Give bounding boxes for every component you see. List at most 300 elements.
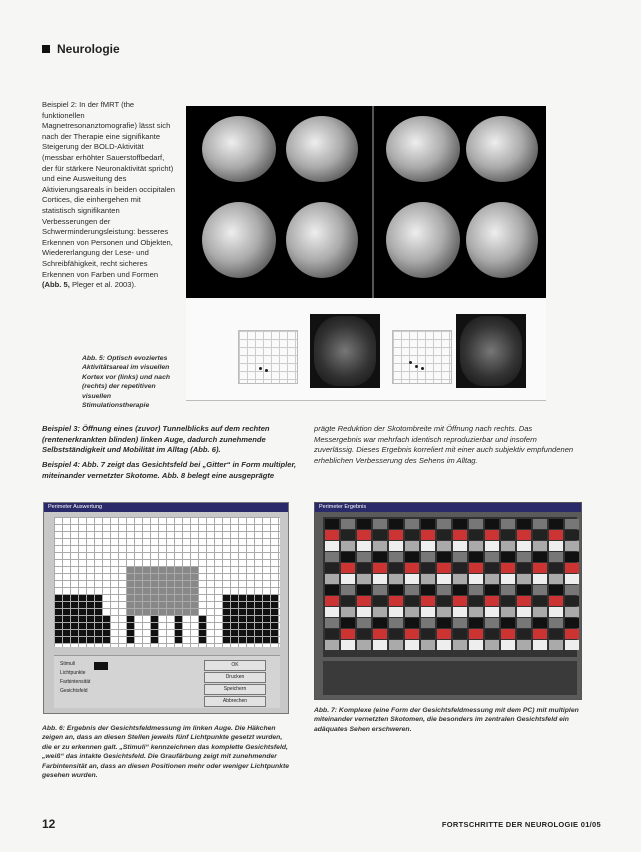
grid-cell bbox=[231, 574, 238, 580]
grid-cell bbox=[175, 637, 182, 643]
beispiel-3-paragraph bbox=[42, 424, 298, 456]
grid-cell bbox=[231, 588, 238, 594]
grid-cell bbox=[215, 581, 222, 587]
grid-cell bbox=[263, 553, 270, 559]
grid-cell bbox=[271, 532, 278, 538]
window-title: Perimeter Auswertung bbox=[44, 503, 288, 512]
grid-cell bbox=[111, 595, 118, 601]
grid-cell bbox=[231, 609, 238, 615]
grid-cell bbox=[405, 519, 419, 529]
grid-cell bbox=[223, 581, 230, 587]
grid-cell bbox=[63, 525, 70, 531]
grid-cell bbox=[255, 567, 262, 573]
grid-cell bbox=[167, 553, 174, 559]
save-button[interactable]: Speichern bbox=[204, 684, 266, 695]
grid-cell bbox=[167, 574, 174, 580]
grid-cell bbox=[103, 560, 110, 566]
grid-cell bbox=[231, 637, 238, 643]
grid-cell bbox=[469, 574, 483, 584]
grid-cell bbox=[255, 525, 262, 531]
mri-slice bbox=[456, 314, 526, 388]
grid-cell bbox=[263, 560, 270, 566]
grid-cell bbox=[247, 546, 254, 552]
grid-cell bbox=[143, 623, 150, 629]
grid-cell bbox=[549, 563, 563, 573]
figure-divider bbox=[372, 106, 374, 298]
grid-cell bbox=[239, 588, 246, 594]
grid-cell bbox=[373, 596, 387, 606]
grid-cell bbox=[191, 574, 198, 580]
grid-cell bbox=[71, 588, 78, 594]
grid-cell bbox=[127, 581, 134, 587]
grid-cell bbox=[71, 567, 78, 573]
grid-cell bbox=[223, 525, 230, 531]
grid-cell bbox=[175, 539, 182, 545]
grid-cell bbox=[87, 637, 94, 643]
grid-cell bbox=[151, 623, 158, 629]
grid-cell bbox=[143, 525, 150, 531]
grid-cell bbox=[247, 518, 254, 524]
print-button[interactable]: Drucken bbox=[204, 672, 266, 683]
grid-cell bbox=[55, 532, 62, 538]
grid-cell bbox=[517, 618, 531, 628]
grid-cell bbox=[255, 595, 262, 601]
grid-cell bbox=[239, 560, 246, 566]
grid-cell bbox=[517, 574, 531, 584]
grid-cell bbox=[143, 539, 150, 545]
grid-cell bbox=[71, 539, 78, 545]
grid-cell bbox=[357, 552, 371, 562]
grid-cell bbox=[389, 530, 403, 540]
grid-cell bbox=[63, 609, 70, 615]
grid-cell bbox=[167, 518, 174, 524]
grid-cell bbox=[183, 602, 190, 608]
grid-cell bbox=[533, 563, 547, 573]
mri-slice bbox=[310, 314, 380, 388]
grid-cell bbox=[111, 560, 118, 566]
grid-cell bbox=[373, 574, 387, 584]
grid-cell bbox=[199, 525, 206, 531]
grid-cell bbox=[151, 553, 158, 559]
grid-cell bbox=[103, 616, 110, 622]
grid-cell bbox=[223, 630, 230, 636]
grid-cell bbox=[389, 574, 403, 584]
grid-cell bbox=[111, 623, 118, 629]
grid-cell bbox=[103, 588, 110, 594]
grid-cell bbox=[485, 640, 499, 650]
grid-cell bbox=[71, 623, 78, 629]
grid-cell bbox=[55, 588, 62, 594]
grid-cell bbox=[87, 588, 94, 594]
grid-cell bbox=[79, 567, 86, 573]
grid-cell bbox=[373, 607, 387, 617]
grid-cell bbox=[127, 588, 134, 594]
grid-cell bbox=[95, 595, 102, 601]
grid-cell bbox=[95, 546, 102, 552]
grid-cell bbox=[565, 563, 579, 573]
grid-cell bbox=[71, 616, 78, 622]
section-title: Neurologie bbox=[57, 42, 120, 56]
grid-cell bbox=[55, 567, 62, 573]
grid-cell bbox=[79, 581, 86, 587]
grid-cell bbox=[223, 602, 230, 608]
grid-cell bbox=[119, 567, 126, 573]
grid-cell bbox=[79, 630, 86, 636]
grid-cell bbox=[159, 602, 166, 608]
grid-cell bbox=[103, 630, 110, 636]
grid-cell bbox=[239, 595, 246, 601]
grid-cell bbox=[135, 595, 142, 601]
activation-spot bbox=[259, 367, 262, 370]
grid-cell bbox=[341, 563, 355, 573]
grid-cell bbox=[453, 629, 467, 639]
grid-cell bbox=[199, 539, 206, 545]
grid-cell bbox=[405, 607, 419, 617]
grid-cell bbox=[453, 585, 467, 595]
grid-cell bbox=[63, 630, 70, 636]
grid-cell bbox=[247, 630, 254, 636]
grid-cell bbox=[167, 595, 174, 601]
ok-button[interactable]: OK bbox=[204, 660, 266, 671]
grid-cell bbox=[183, 637, 190, 643]
grid-cell bbox=[231, 539, 238, 545]
grid-cell bbox=[55, 518, 62, 524]
grid-cell bbox=[191, 637, 198, 643]
grid-cell bbox=[207, 532, 214, 538]
grid-cell bbox=[175, 595, 182, 601]
grid-cell bbox=[341, 640, 355, 650]
grid-cell bbox=[247, 588, 254, 594]
grid-cell bbox=[159, 546, 166, 552]
grid-cell bbox=[71, 574, 78, 580]
grid-cell bbox=[263, 637, 270, 643]
grid-cell bbox=[167, 616, 174, 622]
abb-6-caption: Abb. 6: Ergebnis der Gesichtsfeldmessung im linken Auge. Die Häkchen zeigen an, dass an diesen Stellen jeweils fünf Lichtpunkte gesetzt wurden, die er zu erkennen galt. „Stimuli“ kennzeichnen das komplette Gesichtsfeld, „weiß“ das intakte Gesichtsfeld. Die Graufärbung zeigt mit zunehmender Farbintensität an, dass an diesen Positionen mehr oder weniger Lichtpunkte gesehen wurden. bbox=[42, 725, 290, 780]
grid-cell bbox=[119, 574, 126, 580]
grid-cell bbox=[191, 567, 198, 573]
grid-cell bbox=[191, 581, 198, 587]
grid-cell bbox=[143, 588, 150, 594]
grid-cell bbox=[151, 532, 158, 538]
grid-cell bbox=[239, 574, 246, 580]
grid-cell bbox=[453, 541, 467, 551]
grid-cell bbox=[485, 596, 499, 606]
grid-cell bbox=[453, 519, 467, 529]
grid-cell bbox=[159, 532, 166, 538]
grid-cell bbox=[517, 607, 531, 617]
grid-cell bbox=[191, 595, 198, 601]
grid-cell bbox=[95, 637, 102, 643]
grid-cell bbox=[421, 563, 435, 573]
grid-cell bbox=[325, 574, 339, 584]
grid-cell bbox=[453, 530, 467, 540]
grid-cell bbox=[263, 616, 270, 622]
grid-cell bbox=[549, 596, 563, 606]
page-number: 12 bbox=[42, 817, 56, 831]
grid-cell bbox=[271, 595, 278, 601]
grid-cell bbox=[199, 574, 206, 580]
fmri-brain-figure bbox=[186, 106, 546, 298]
grid-cell bbox=[533, 629, 547, 639]
grid-cell bbox=[469, 552, 483, 562]
grid-cell bbox=[95, 525, 102, 531]
grid-cell bbox=[119, 588, 126, 594]
grid-cell bbox=[325, 640, 339, 650]
grid-cell bbox=[223, 518, 230, 524]
grid-cell bbox=[263, 546, 270, 552]
grid-cell bbox=[271, 609, 278, 615]
grid-cell bbox=[517, 629, 531, 639]
grid-cell bbox=[325, 618, 339, 628]
grid-cell bbox=[87, 518, 94, 524]
grid-cell bbox=[255, 637, 262, 643]
grid-cell bbox=[175, 574, 182, 580]
grid-cell bbox=[485, 563, 499, 573]
grid-cell bbox=[263, 574, 270, 580]
grid-cell bbox=[103, 574, 110, 580]
grid-cell bbox=[87, 567, 94, 573]
beispiel-2-text: Beispiel 2: In der fMRT (the funktionellen Magnetresonanztomografie) lässt sich nach der Therapie eine signifikante Steigerung der BOLD-Aktivität (messbar erhöhter Sauerstoffbedarf, der für stärkere Neuronaktivität spricht) und eine Ausweitung des Aktivierungsareals in beiden occipitalen Cortices, die einhergehen mit statistisch signifikanten Verbesserungen der Schwerminderungsleistung: besseres Erkennen von Personen und Objekten, Wiedererlangung der Lese- und Schreibfähigkeit, recht sicheres Erkennen von Farben und Formen bbox=[42, 100, 175, 279]
window-title: Perimeter Ergebnis bbox=[315, 503, 581, 512]
brain-render bbox=[466, 202, 538, 278]
grid-cell bbox=[389, 585, 403, 595]
grid-cell bbox=[223, 637, 230, 643]
grid-cell bbox=[255, 532, 262, 538]
grid-cell bbox=[55, 560, 62, 566]
perimeter-grid bbox=[54, 517, 280, 647]
grid-cell bbox=[207, 616, 214, 622]
grid-cell bbox=[485, 618, 499, 628]
grid-cell bbox=[565, 640, 579, 650]
grid-cell bbox=[143, 567, 150, 573]
grid-cell bbox=[87, 560, 94, 566]
beispiel-2-ref: (Abb. 5, bbox=[42, 280, 70, 290]
grid-cell bbox=[183, 595, 190, 601]
grid-cell bbox=[199, 588, 206, 594]
grid-cell bbox=[135, 518, 142, 524]
grid-cell bbox=[55, 616, 62, 622]
grid-cell bbox=[167, 525, 174, 531]
grid-cell bbox=[159, 581, 166, 587]
grid-cell bbox=[159, 574, 166, 580]
grid-cell bbox=[63, 588, 70, 594]
grid-cell bbox=[55, 595, 62, 601]
beispiel-4-ref: Abb. 8 belegt eine ausgeprägte bbox=[161, 470, 275, 480]
grid-cell bbox=[389, 618, 403, 628]
grid-cell bbox=[325, 530, 339, 540]
grid-cell bbox=[119, 630, 126, 636]
grid-cell bbox=[159, 539, 166, 545]
grid-cell bbox=[55, 553, 62, 559]
grid-cell bbox=[565, 607, 579, 617]
grid-cell bbox=[341, 585, 355, 595]
grid-cell bbox=[517, 530, 531, 540]
grid-cell bbox=[421, 530, 435, 540]
grid-cell bbox=[199, 581, 206, 587]
grid-cell bbox=[199, 637, 206, 643]
grid-cell bbox=[119, 539, 126, 545]
grid-cell bbox=[103, 602, 110, 608]
grid-cell bbox=[103, 637, 110, 643]
grid-cell bbox=[103, 581, 110, 587]
grid-cell bbox=[373, 530, 387, 540]
grid-cell bbox=[549, 618, 563, 628]
grid-cell bbox=[223, 588, 230, 594]
grid-cell bbox=[63, 532, 70, 538]
grid-cell bbox=[135, 574, 142, 580]
grid-cell bbox=[325, 629, 339, 639]
grid-cell bbox=[215, 595, 222, 601]
grid-cell bbox=[207, 546, 214, 552]
grid-cell bbox=[199, 609, 206, 615]
grid-cell bbox=[79, 532, 86, 538]
grid-cell bbox=[183, 574, 190, 580]
grid-cell bbox=[263, 623, 270, 629]
grid-cell bbox=[79, 560, 86, 566]
grid-cell bbox=[191, 518, 198, 524]
grid-cell bbox=[183, 553, 190, 559]
grid-cell bbox=[501, 541, 515, 551]
grid-cell bbox=[127, 574, 134, 580]
grid-cell bbox=[373, 618, 387, 628]
grid-cell bbox=[239, 602, 246, 608]
grid-cell bbox=[247, 525, 254, 531]
brain-render bbox=[202, 116, 276, 182]
grid-cell bbox=[357, 530, 371, 540]
brain-render bbox=[202, 202, 276, 278]
grid-cell bbox=[55, 623, 62, 629]
grid-cell bbox=[501, 585, 515, 595]
grid-cell bbox=[263, 602, 270, 608]
grid-cell bbox=[55, 546, 62, 552]
grid-cell bbox=[215, 588, 222, 594]
grid-cell bbox=[95, 574, 102, 580]
grid-cell bbox=[517, 552, 531, 562]
grid-cell bbox=[143, 630, 150, 636]
grid-cell bbox=[151, 609, 158, 615]
grid-cell bbox=[79, 623, 86, 629]
grid-cell bbox=[263, 595, 270, 601]
beispiel-4-paragraph bbox=[42, 460, 298, 481]
grid-cell bbox=[215, 539, 222, 545]
grid-cell bbox=[159, 630, 166, 636]
grid-cell bbox=[263, 532, 270, 538]
grid-cell bbox=[517, 541, 531, 551]
grid-cell bbox=[469, 519, 483, 529]
grid-cell bbox=[119, 525, 126, 531]
grid-cell bbox=[159, 567, 166, 573]
grid-cell bbox=[135, 581, 142, 587]
grid-cell bbox=[271, 574, 278, 580]
grid-cell bbox=[207, 539, 214, 545]
grid-cell bbox=[191, 525, 198, 531]
grid-cell bbox=[223, 623, 230, 629]
grid-cell bbox=[549, 552, 563, 562]
grid-cell bbox=[263, 581, 270, 587]
grid-cell bbox=[469, 541, 483, 551]
grid-cell bbox=[175, 560, 182, 566]
grid-cell bbox=[207, 574, 214, 580]
grid-cell bbox=[231, 532, 238, 538]
grid-cell bbox=[501, 519, 515, 529]
grid-cell bbox=[231, 525, 238, 531]
grid-cell bbox=[87, 630, 94, 636]
grid-cell bbox=[453, 640, 467, 650]
grid-cell bbox=[437, 629, 451, 639]
grid-cell bbox=[549, 541, 563, 551]
grid-cell bbox=[207, 609, 214, 615]
grid-cell bbox=[111, 553, 118, 559]
grid-cell bbox=[405, 585, 419, 595]
grid-cell bbox=[469, 607, 483, 617]
grid-cell bbox=[63, 623, 70, 629]
grid-cell bbox=[215, 609, 222, 615]
grid-cell bbox=[247, 616, 254, 622]
grid-cell bbox=[533, 640, 547, 650]
grid-cell bbox=[135, 637, 142, 643]
grid-cell bbox=[231, 567, 238, 573]
grid-cell bbox=[63, 637, 70, 643]
grid-cell bbox=[501, 563, 515, 573]
grid-cell bbox=[437, 519, 451, 529]
grid-cell bbox=[437, 596, 451, 606]
grid-cell bbox=[223, 567, 230, 573]
grid-cell bbox=[71, 602, 78, 608]
cancel-button[interactable]: Abbrechen bbox=[204, 696, 266, 707]
grid-cell bbox=[239, 567, 246, 573]
grid-cell bbox=[87, 623, 94, 629]
grid-cell bbox=[389, 541, 403, 551]
grid-cell bbox=[135, 630, 142, 636]
grid-cell bbox=[215, 637, 222, 643]
beispiel-2-ref-2: Pleger et al. 2003). bbox=[71, 280, 137, 290]
grid-cell bbox=[135, 546, 142, 552]
grid-cell bbox=[207, 581, 214, 587]
right-column-text: prägte Reduktion der Skotombreite mit Öffnung nach rechts. Das Messergebnis war mehrfach identisch reproduzierbar und insofern zuverlässig. Dieses Ergebnis korreliert mit einer auch subjektiv empfundenen erheblichen Verbesserung des Sehens im Alltag. bbox=[314, 424, 574, 465]
grid-cell bbox=[255, 609, 262, 615]
grid-cell bbox=[159, 595, 166, 601]
grid-cell bbox=[127, 546, 134, 552]
grid-cell bbox=[421, 574, 435, 584]
grid-cell bbox=[255, 630, 262, 636]
grid-cell bbox=[453, 563, 467, 573]
grid-cell bbox=[223, 553, 230, 559]
grid-cell bbox=[501, 629, 515, 639]
grid-cell bbox=[533, 585, 547, 595]
grid-cell bbox=[207, 595, 214, 601]
grid-cell bbox=[405, 618, 419, 628]
activation-spot bbox=[409, 361, 412, 364]
grid-cell bbox=[183, 546, 190, 552]
brain-render bbox=[286, 202, 358, 278]
grid-cell bbox=[71, 518, 78, 524]
grid-cell bbox=[389, 563, 403, 573]
grid-cell bbox=[501, 618, 515, 628]
grid-cell bbox=[389, 519, 403, 529]
grid-cell bbox=[271, 637, 278, 643]
grid-cell bbox=[151, 539, 158, 545]
grid-cell bbox=[271, 539, 278, 545]
activation-map-figure bbox=[186, 300, 546, 401]
grid-cell bbox=[183, 623, 190, 629]
grid-cell bbox=[207, 637, 214, 643]
color-swatch bbox=[94, 662, 108, 670]
grid-cell bbox=[79, 609, 86, 615]
grid-cell bbox=[533, 530, 547, 540]
grid-cell bbox=[405, 640, 419, 650]
grid-cell bbox=[95, 581, 102, 587]
grid-cell bbox=[151, 637, 158, 643]
